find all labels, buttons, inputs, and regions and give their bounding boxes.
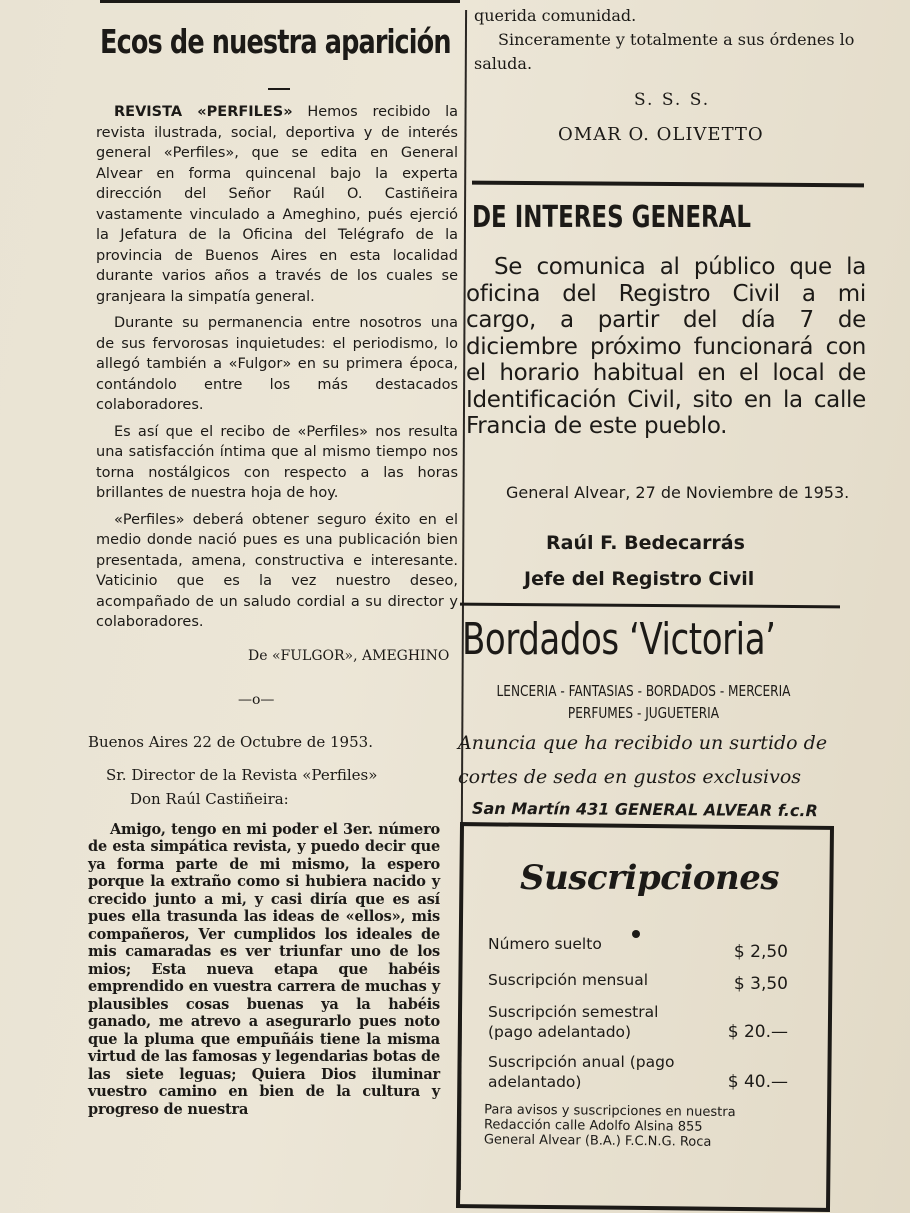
ad-rule [460,603,840,609]
ad-categories-line-2: PERFUMES - JUGUETERIA [567,704,720,722]
closing-initials: S. S. S. [634,90,711,110]
section-rule [472,181,864,188]
ad-address: San Martín 431 GENERAL ALVEAR f.c.R [471,798,818,821]
ad-shop-name: Bordados ‘Victoria’ [462,614,776,665]
paragraph-2: Durante su permanencia entre nosotros una de sus fervorosas inquietudes: el periodismo, lo allegó también a «Fulgor» en su primera época, contándolo entre los más destacados colaboradores. [96,315,458,413]
ad-categories [486,680,801,724]
ad-categories-line-1: LENCERIA - FANTASIAS - BORDADOS - MERCERIA [496,682,791,700]
subscription-label: Suscripción anual (pago adelantado) [488,1053,675,1091]
ad-script-line-1: Anuncia que ha recibido un surtido de [458,732,828,754]
subscription-label: Suscripción mensual [488,971,649,989]
paragraph-3: Es así que el recibo de «Perfiles» nos resulta una satisfacción íntima que al mismo tiempo nos torna nostálgicos con respecto a las horas brillantes de nuestra hoja de hoy. [96,423,458,501]
article-signoff: De «FULGOR», AMEGHINO [248,648,450,664]
subscription-label: Número suelto [488,935,602,953]
subscription-label: Suscripción semestral (pago adelantado) [488,1003,659,1041]
notice-place-date [466,480,856,506]
subscription-row [488,1052,808,1092]
footer-line-1: Para avisos y suscripciones en nuestra Redacción calle Adolfo Alsina 855 [483,1102,736,1135]
subscription-price: $ 3,50 [733,974,788,994]
official-title: Jefe del Registro Civil [524,568,755,590]
letter-continuation [474,4,874,76]
top-rule [100,0,460,3]
letter-date: Buenos Aires 22 de Octubre de 1953. [88,733,373,751]
letter-signer: OMAR O. OLIVETTO [558,124,764,145]
section-divider: —o— [238,692,275,708]
place-date-text: General Alvear, 27 de Noviembre de 1953. [506,483,850,502]
footer-line-2: General Alvear (B.A.) F.C.N.G. Roca [483,1132,712,1150]
subscriptions-footer [484,1102,784,1150]
paragraph-1-text: Hemos recibido la revista ilustrada, social, deportiva y de interés general «Perfiles», que se edita en General Alvear en forma quincenal bajo la experta dirección del Señor Raúl O. Castiñeira vastamente vinculado a Ameghino, pués ejerció la Jefatura de la Oficina del Telégrafo de la provincia de Buenos Aires en esta localidad durante varios años a través de los cuales se granjeara la simpatía general. [96,104,458,305]
letter [88,733,440,1118]
paragraph-4: «Perfiles» deberá obtener seguro éxito en el medio donde nació pues es una publicación bien presentada, amena, constructiva e interesante. Vaticinio que es la vez nuestro deseo, acompañado de un saludo cordial a su director y colaboradores. [96,511,458,630]
subscription-price: $ 20.— [727,1022,788,1042]
paragraph-1-lead: REVISTA «PERFILES» [114,104,293,120]
notice-body [466,254,866,440]
article-body [96,102,458,633]
subscription-row [488,970,808,994]
subscription-price: $ 40.— [727,1072,788,1092]
paragraph-1 [96,102,458,307]
ad-announcement [458,726,858,794]
notice-text: Se comunica al público que la oficina del Registro Civil a mi cargo, a partir del día 7 de diciembre próximo funcionará con el horario habitual en el local de Identificación Civil, sito en la calle Francia de este pueblo. [466,254,866,439]
ad-script-line-2: cortes de seda en gustos exclusivos [458,766,802,788]
subscriptions-title: Suscripciones [520,858,780,898]
title-dash [268,88,290,90]
notice-heading: DE INTERES GENERAL [472,200,752,235]
subscription-row [488,934,808,962]
continuation-line-2: Sinceramente y totalmente a sus órdenes lo saluda. [474,30,855,73]
letter-salutation: Don Raúl Castiñeira: [130,790,289,808]
official-name: Raúl F. Bedecarrás [546,532,745,554]
letter-recipient: Sr. Director de la Revista «Perfiles» [106,765,378,784]
subscription-row [488,1002,808,1042]
article-title: Ecos de nuestra aparición [100,22,451,61]
continuation-line-1: querida comunidad. [474,6,637,25]
letter-body: Amigo, tengo en mi poder el 3er. número de esta simpática revista, y puedo decir que ya forma parte de mi mismo, la espero porque la extraño como si hubiera nacido y crecido junto a mi, y casi diría que es así pues ella trasunda las ideas de «ellos», mis compañeros, Ver cumplidos los ideales de mis camaradas es ver triunfar uno de los mios; Esta nueva etapa que habéis emprendido en vuestra carrera de muchas y plausibles cosas buenas ya la habéis ganado, me atrevo a asegurarlo pues noto que la pluma que empuñáis tiene la misma virtud de las famosas y legendarias botas de las siete leguas; Quiera Dios iluminar vuestro camino en bien de la cultura y progreso de nuestra [88,820,440,1118]
subscription-price: $ 2,50 [733,942,788,962]
